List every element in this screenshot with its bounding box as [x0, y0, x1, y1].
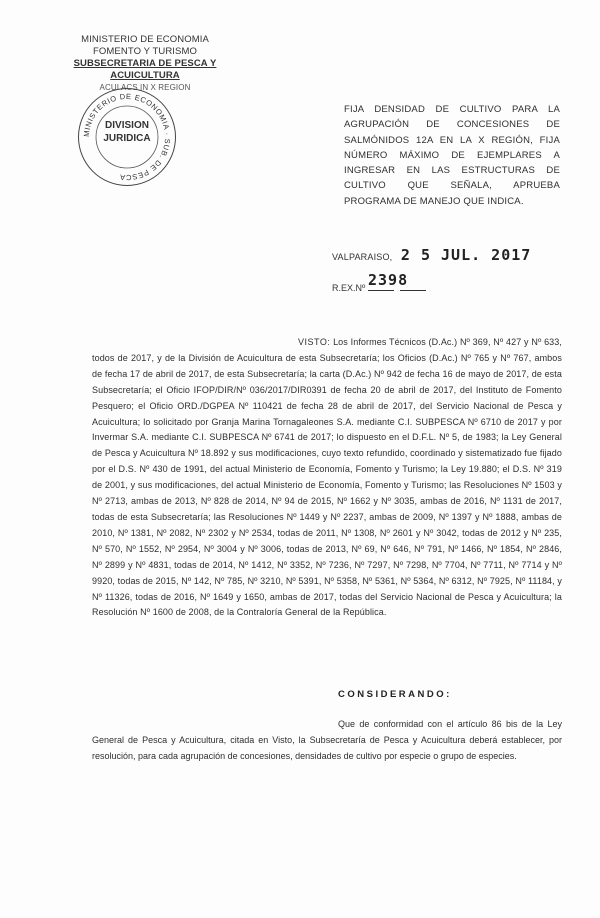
letterhead [40, 34, 250, 94]
date-place: VALPARAISO, [332, 252, 393, 262]
visto-body: Los Informes Técnicos (D.Ac.) Nº 369, Nº 427 y Nº 633, todos de 2017, y de la División de Acuicultura de esta Subsecretaría; los Oficios (D.Ac.) Nº 765 y Nº 767, ambos de fecha 17 de abril de 2017, de esta Subsecretaría; la carta (D.Ac.) Nº 942 de fecha 16 de mayo de 2017, de esta Subsecretaría; el Oficio IFOP/DIR/Nº 036/2017/DIR0391 de fecha 20 de abril de 2017, del Instituto de Fomento Pesquero; el Oficio ORD./DGPEA Nº 110421 de fecha 28 de abril de 2017, del Servicio Nacional de Pesca y Acuicultura; lo solicitado por Granja Marina Tornagaleones S.A. mediante C.I. SUBPESCA Nº 6710 de 2017 y por Invermar S.A. mediante C.I. SUBPESCA Nº 6741 de 2017; lo dispuesto en el D.F.L. Nº 5, de 1983; la Ley General de Pesca y Acuicultura Nº 18.892 y sus modificaciones, cuyo texto refundido, coordinado y sistematizado fue fijado por el D.S. Nº 430 de 1991, del actual Ministerio de Economía, Fomento y Turismo; la Ley 19.880; el D.S. Nº 319 de 2001, y sus modificaciones, del actual Ministerio de Economía, Fomento y Turismo; las Resoluciones Nº 1503 y Nº 2713, ambas de 2013, Nº 828 de 2014, Nº 94 de 2015, Nº 1662 y Nº 3035, ambas de 2016, Nº 1131 de 2017, todas de esta Subsecretaría; las Resoluciones Nº 1449 y Nº 2237, ambas de 2009, Nº 1397 y Nº 1888, ambas de 2010, Nº 1381, Nº 2082, Nº 2302 y Nº 2534, todas de 2011, Nº 1308, Nº 2601 y Nº 3042, todas de 2012 y Nº 235, Nº 570, Nº 1552, Nº 2954, Nº 3004 y Nº 3006, todas de 2013, Nº 69, Nº 646, Nº 791, Nº 1466, Nº 1854, Nº 2846, Nº 2899 y Nº 4831, todas de 2014, Nº 1412, Nº 3352, Nº 7236, Nº 7297, Nº 7298, Nº 7704, Nº 7711, Nº 7714 y Nº 9920, todas de 2015, Nº 142, Nº 785, Nº 3210, Nº 5391, Nº 5358, Nº 5361, Nº 5364, Nº 6312, Nº 7925, Nº 11184, y Nº 11326, todas de 2016, Nº 1649 y 1650, ambas de 2017, todas del Servicio Nacional de Pesca y Acuicultura; la Resolución Nº 1600 de 2008, de la Contraloría General de la República. [92, 337, 562, 618]
stamp-ring-text: MINISTERIO DE ECONOMIA · SUB. DE PESCA [81, 91, 173, 183]
division-juridica-stamp [78, 88, 176, 186]
date-line [332, 246, 531, 264]
rex-underline-right [400, 290, 426, 291]
letterhead-ministry: MINISTERIO DE ECONOMIA [81, 34, 209, 45]
stamp-center-line1: DIVISION [105, 120, 149, 131]
rex-prefix: R.EX.Nº [332, 283, 366, 293]
resolution-number-line [332, 271, 429, 293]
resolution-summary: FIJA DENSIDAD DE CULTIVO PARA LA AGRUPACIÓN DE CONCESIONES DE SALMÓNIDOS 12A EN LA X REGIÓN, FIJA NÚMERO MÁXIMO DE EJEMPLARES A INGRESAR EN LAS ESTRUCTURAS DE CULTIVO QUE SEÑALA, APRUEBA PROGRAMA DE MANEJO QUE INDICA. [344, 104, 560, 207]
considerando-heading: CONSIDERANDO: [338, 689, 452, 700]
date-stamped-value: 2 5 JUL. 2017 [400, 246, 532, 264]
considerando-body: Que de conformidad con el artículo 86 bis de la Ley General de Pesca y Acuicultura, citada en Visto, la Subsecretaría de Pesca y Acuicultura deberá establecer, por resolución, para cada agrupación de concesiones, densidades de cultivo por especie o grupo de especies. [92, 719, 562, 761]
considerando-section [92, 716, 562, 764]
visto-heading: VISTO: [298, 337, 331, 347]
rex-underline-left [368, 290, 394, 291]
letterhead-subsecretaria: SUBSECRETARIA DE PESCA Y ACUICULTURA [73, 58, 217, 81]
visto-section [92, 335, 562, 621]
letterhead-division: ACUI ACS IN X REGION [99, 83, 191, 92]
stamp-center-line2: JURIDICA [103, 133, 151, 144]
letterhead-ministry-sub: FOMENTO Y TURISMO [93, 46, 197, 57]
rex-number: 2398 [368, 271, 409, 289]
stamp-center [79, 119, 175, 145]
